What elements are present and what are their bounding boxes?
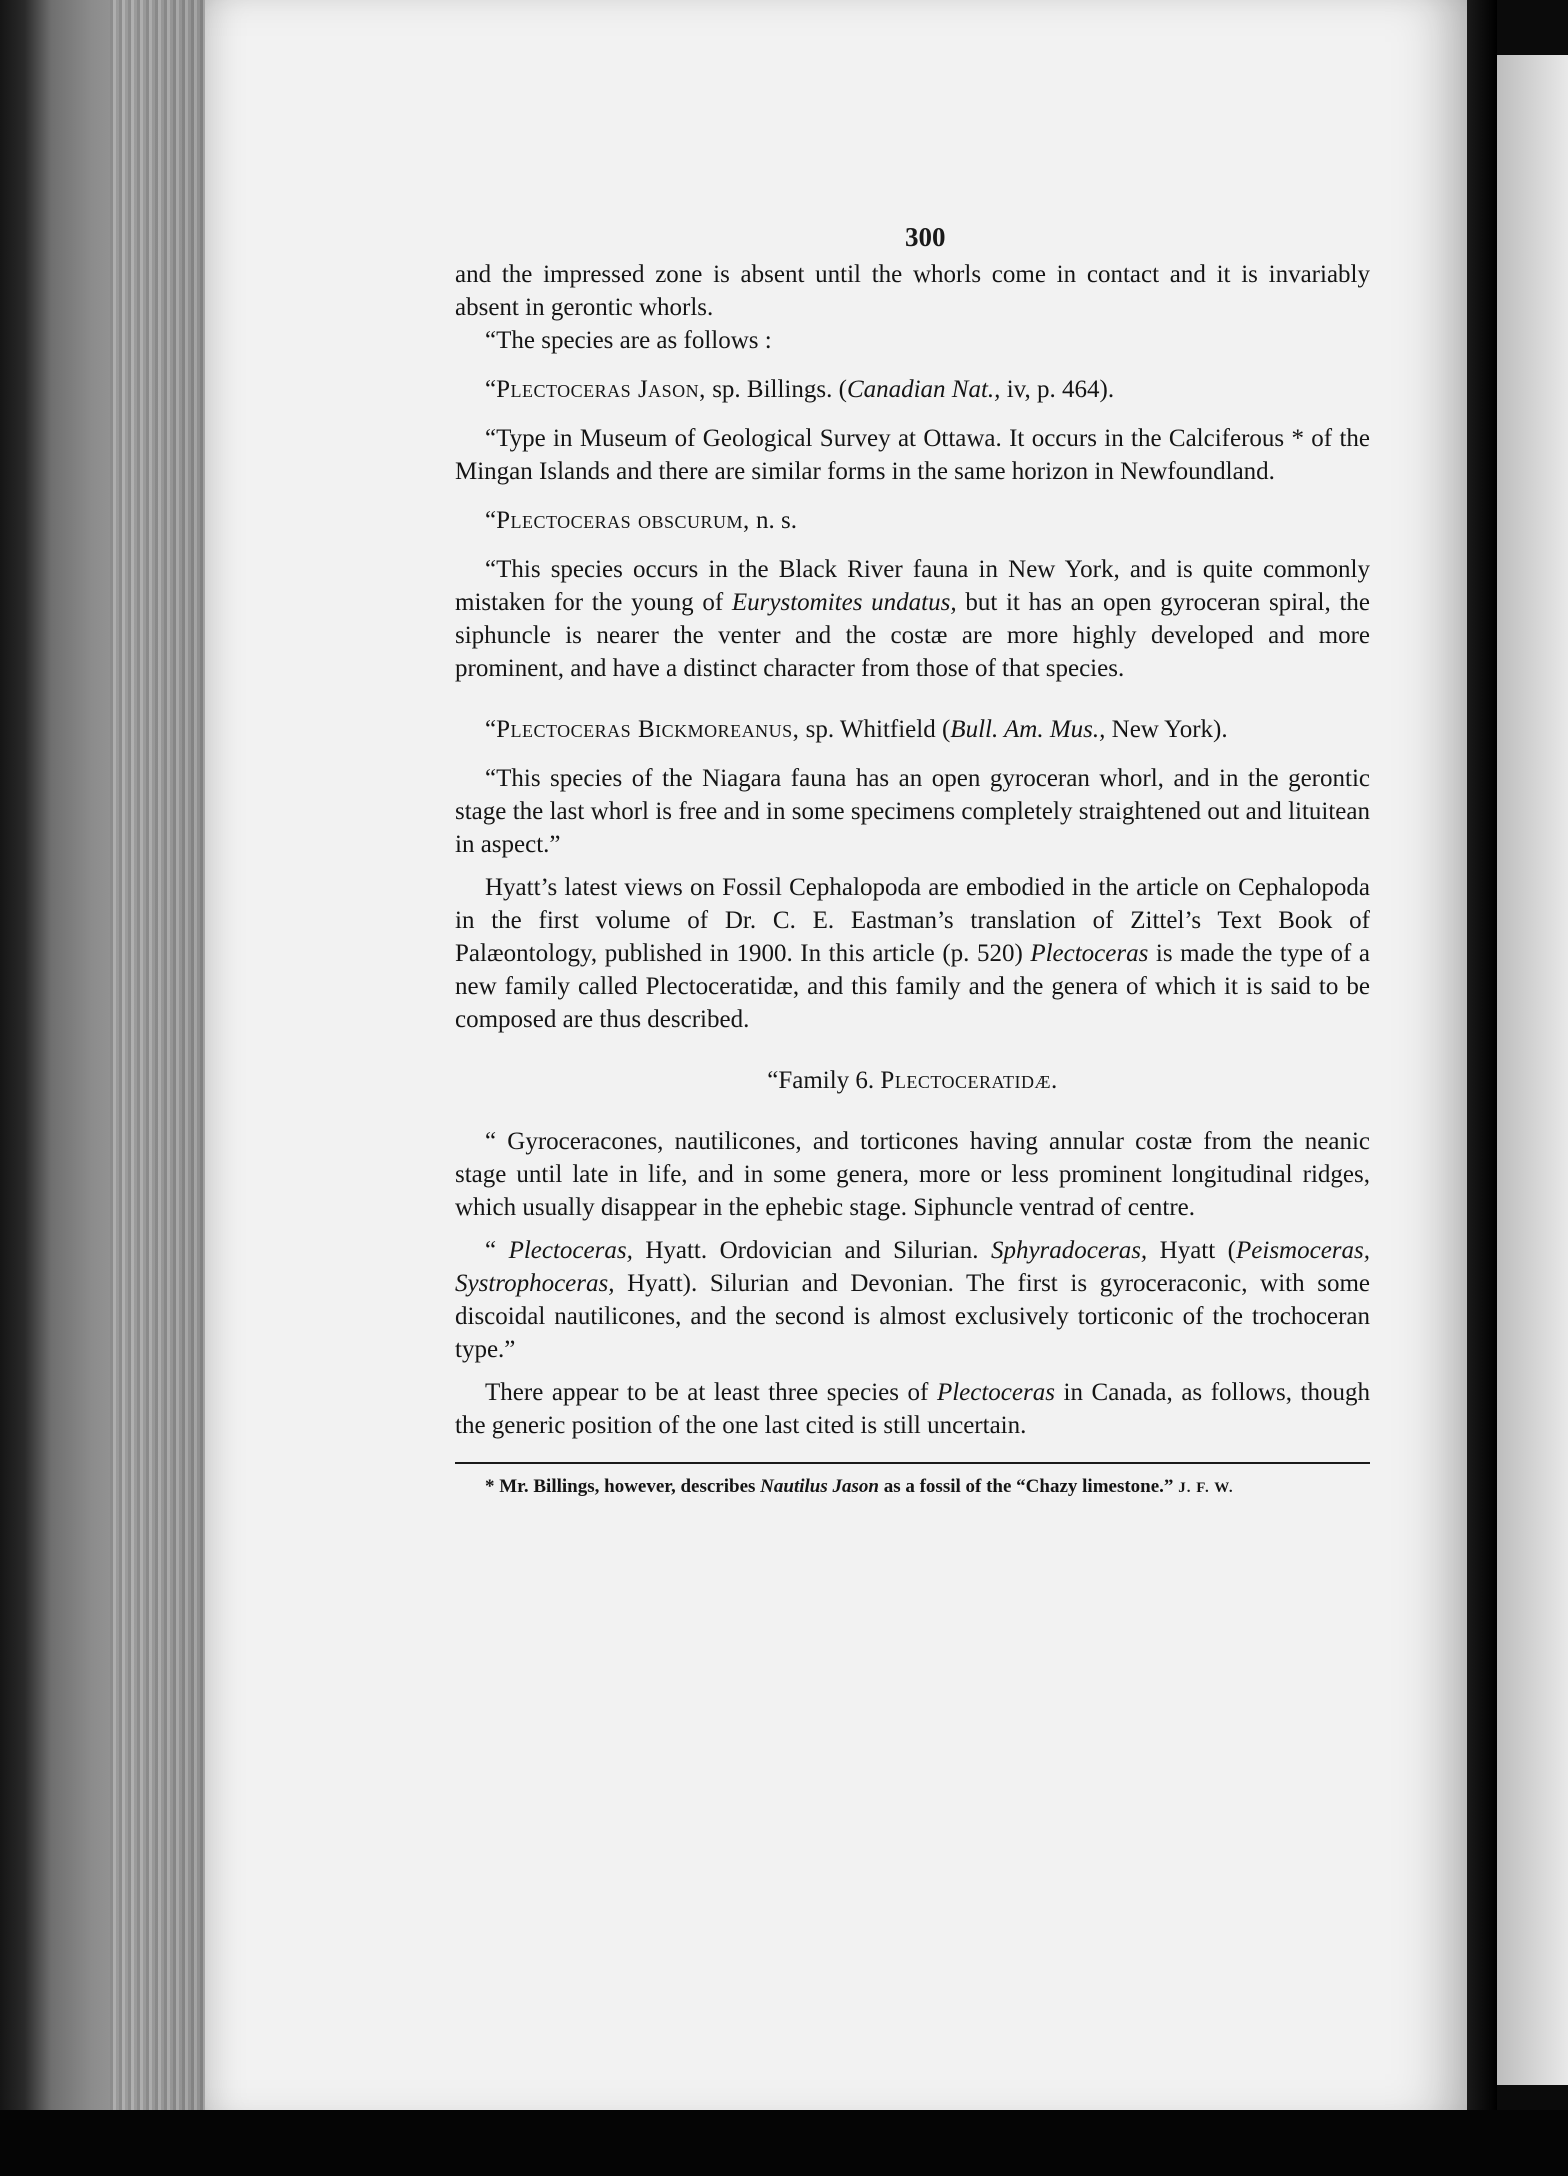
footnote-italic: Nautilus Jason bbox=[760, 1476, 879, 1497]
italic-run: Plectoceras, bbox=[508, 1237, 633, 1264]
footnote-rule bbox=[455, 1462, 1370, 1464]
text-run: There appear to be at least three species of bbox=[485, 1379, 937, 1406]
quote-mark: “ bbox=[485, 376, 497, 403]
italic-run: Eurystomites undatus, bbox=[731, 589, 957, 616]
text-run: Hyatt). Silurian and Devonian. The first is gyroceraconic, with some discoidal nautilicones, and the second is almost exclusively torticonic of the trochoceran type.” bbox=[455, 1270, 1370, 1363]
quote-mark: “ bbox=[485, 1237, 509, 1264]
page-number: 300 bbox=[905, 222, 946, 252]
species-reference: Bull. Am. Mus., bbox=[950, 716, 1106, 743]
text-run: Hyatt. Ordovician and Silurian. bbox=[632, 1237, 991, 1264]
italic-run: Plectoceras bbox=[936, 1379, 1055, 1406]
paragraph-black-river bbox=[455, 553, 1370, 685]
species-text: sp. Whitfield ( bbox=[799, 716, 951, 743]
species-heading-bickmoreanus bbox=[455, 713, 1370, 746]
text-run: Hyatt’s latest views on Fossil Cephalopoda are embodied in the article on Cephalopoda in the first volume of Dr. C. E. Eastman’s translation of Zittel’s Text Book of Palæontology, published in 1900. In this article (p. 520) bbox=[455, 874, 1370, 967]
paragraph-1: and the impressed zone is absent until the whorls come in contact and it is invariably absent in gerontic whorls. bbox=[455, 261, 1370, 321]
italic-run: Peismoceras, Systrophoceras, bbox=[455, 1237, 1370, 1297]
paragraph-niagara: “This species of the Niagara fauna has an open gyroceran whorl, and in the gerontic stage the last whorl is free and in some specimens completely straightened out and lituitean in aspect.” bbox=[455, 765, 1370, 858]
family-name: Plectoceratidæ. bbox=[880, 1067, 1058, 1094]
species-name: Plectoceras obscurum, bbox=[496, 507, 750, 534]
paragraph-gyroceracones: “ Gyroceracones, nautilicones, and torticones having annular costæ from the neanic stage until late in life, and in some genera, more or less prominent longitudinal ridges, which usually disappear in the ephebic stage. Siphuncle ventrad of centre. bbox=[455, 1128, 1370, 1221]
book-gutter bbox=[1467, 0, 1497, 2140]
page-body bbox=[455, 210, 1370, 1501]
footnote-signature: J. F. W. bbox=[1178, 1480, 1234, 1496]
paragraph-genera bbox=[455, 1234, 1370, 1366]
italic-run: Plectoceras bbox=[1030, 940, 1149, 967]
text-run: in Canada, as follows, though the generic position of the one last cited is still uncertain. bbox=[455, 1379, 1370, 1439]
bottom-shadow bbox=[0, 2110, 1568, 2176]
species-text: n. s. bbox=[749, 507, 797, 534]
text-run: “This species occurs in the Black River fauna in New York, and is quite commonly mistaken for the young of bbox=[455, 556, 1370, 616]
family-heading bbox=[455, 1064, 1370, 1097]
species-text-end: New York). bbox=[1105, 716, 1228, 743]
species-text: sp. Billings. ( bbox=[705, 376, 847, 403]
paragraph-three-species bbox=[455, 1376, 1370, 1442]
footnote bbox=[455, 1474, 1370, 1501]
species-reference: Canadian Nat., bbox=[846, 376, 1001, 403]
family-label: “Family 6. bbox=[767, 1067, 881, 1094]
facing-page-edge bbox=[1497, 55, 1568, 2085]
page-stack bbox=[110, 0, 205, 2110]
paragraph-hyatt-views bbox=[455, 871, 1370, 1036]
text-run: but it has an open gyroceran spiral, the siphuncle is nearer the venter and the costæ are more highly developed and more prominent, and have a distinct character from those of that species. bbox=[455, 589, 1370, 682]
species-heading-obscurum bbox=[455, 504, 1370, 537]
quote-mark: “ bbox=[485, 507, 497, 534]
paragraph-type-museum: “Type in Museum of Geological Survey at Ottawa. It occurs in the Calciferous * of the Mingan Islands and there are similar forms in the same horizon in Newfoundland. bbox=[455, 425, 1370, 485]
species-name: Plectoceras Jason, bbox=[496, 376, 706, 403]
italic-run: Sphyradoceras, bbox=[990, 1237, 1148, 1264]
species-text-end: iv, p. 464). bbox=[1000, 376, 1115, 403]
text-run: Hyatt ( bbox=[1147, 1237, 1236, 1264]
footnote-text-end: as a fossil of the “Chazy limestone.” bbox=[878, 1476, 1179, 1497]
species-name: Plectoceras Bickmoreanus, bbox=[496, 716, 800, 743]
quote-mark: “ bbox=[485, 716, 497, 743]
footnote-text: * Mr. Billings, however, describes bbox=[485, 1476, 761, 1497]
text-run: is made the type of a new family called Plectoceratidæ, and this family and the genera of which it is said to be composed are thus described. bbox=[455, 940, 1370, 1033]
species-heading-jason bbox=[455, 373, 1370, 406]
paragraph-2: “The species are as follows : bbox=[485, 327, 772, 354]
